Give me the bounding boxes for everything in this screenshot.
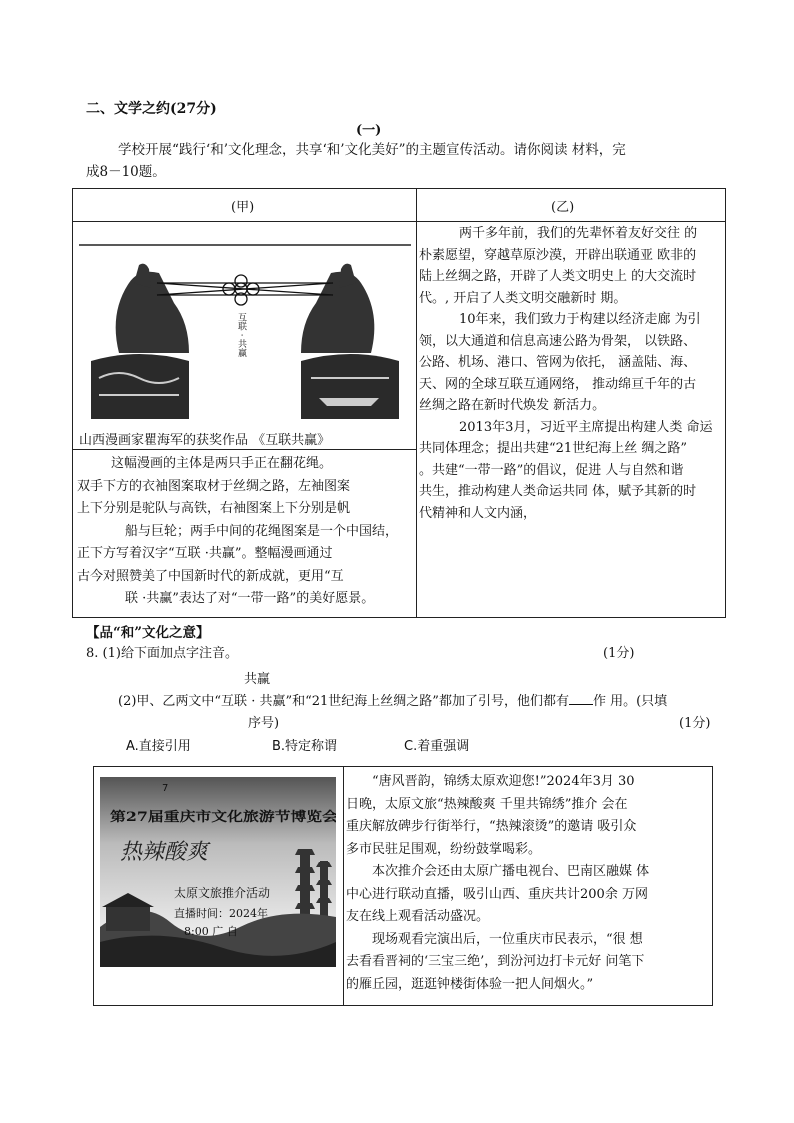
yi-line: 朴素愿望，穿越草原沙漠，开辟出联通亚 欧非的 xyxy=(419,247,697,263)
poster-image xyxy=(100,777,336,967)
poster-place: 8:00 广 自 xyxy=(184,925,238,938)
yi-line: 公路、机场、港口、管网为依托， 涵盖陆、海、 xyxy=(419,355,697,370)
yi-line: 共同体理念；提出共建“21世纪海上丝 绸之路” xyxy=(419,441,687,456)
news-line: 多市民驻足围观，纷纷鼓掌喝彩。 xyxy=(346,841,542,857)
news-line: 日晚，太原文旅“热辣酸爽 千里共锦绣”推介 会在 xyxy=(346,796,628,812)
question-8-1: 8. (1)给下面加点字注音。 xyxy=(86,646,238,661)
desc-line: 双手下方的衣袖图案取材于丝绸之路，左袖图案 xyxy=(77,478,351,494)
question-8-2-text: (2)甲、乙两文中“互联 · 共赢”和“21世纪海上丝绸之路”都加了引号，他们都有 xyxy=(118,694,569,709)
question-8-2-line2: 序号) xyxy=(248,716,280,731)
news-line: “唐风晋韵，锦绣太原欢迎您!”2024年3月 30 xyxy=(372,774,635,789)
material-yi-text xyxy=(419,223,723,524)
news-table xyxy=(93,766,713,1006)
news-text xyxy=(346,771,712,996)
cartoon-caption: 山西漫画家瞿海军的获奖作品 《互联共赢》 xyxy=(79,433,331,448)
yi-line: 。共建“一带一路”的倡议，促进 人与自然和谐 xyxy=(419,462,684,478)
table-divider xyxy=(343,767,344,1005)
material-table xyxy=(72,188,726,618)
news-line: 去看看晋祠的‘三宝三绝’，到汾河边打卡元好 问笔下 xyxy=(346,954,645,969)
intro-line-1: 学校开展“践行‘和’文化理念，共享‘和’文化美好”的主题宣传活动。请你阅读 材料，完 xyxy=(118,142,626,158)
cartoon-image xyxy=(79,243,411,419)
news-line: 重庆解放碑步行街举行，“热辣滚烫”的邀请 吸引众 xyxy=(346,819,637,834)
yi-line: 陆上丝绸之路，开辟了人类文明史上 的大交流时 xyxy=(419,269,697,284)
desc-line: 上下分别是驼队与高铁，右袖图案上下分别是帆 xyxy=(77,501,351,516)
poster-banner: 第27届重庆市文化旅游节博览会 xyxy=(110,810,298,825)
yi-line: 2013年3月，习近平主席提出构建人类 命运 xyxy=(459,419,713,435)
column-header-jia: (甲) xyxy=(231,200,255,215)
yi-line: 领，以大通道和信息高速公路为骨架， 以铁路、 xyxy=(419,333,697,349)
cartoon-description xyxy=(77,453,413,611)
option-c[interactable]: C.着重强调 xyxy=(404,739,470,754)
news-line: 中心进行联动直播，吸引山西、重庆共计200余 万网 xyxy=(346,886,648,902)
yi-line: 共生，推动构建人类命运共同 体，赋予其新的时 xyxy=(419,484,697,499)
table-divider xyxy=(73,221,725,222)
answer-blank[interactable] xyxy=(569,692,593,705)
desc-line: 这幅漫画的主体是两只手正在翻花绳。 xyxy=(111,456,333,471)
poster-event: 太原文旅推介活动 xyxy=(174,886,271,900)
yi-line: 10年来，我们致力于构建以经济走廊 为引 xyxy=(459,312,701,327)
desc-line: 正下方写着汉字“互联 ·共赢”。整幅漫画通过 xyxy=(77,546,333,561)
question-8-2 xyxy=(118,690,667,709)
news-line: 现场观看完演出后，一位重庆市民表示，“很 想 xyxy=(372,931,643,947)
pinyin-word: 共赢 xyxy=(244,672,271,687)
poster-time: 直播时间：2024年 xyxy=(174,907,268,920)
subsection-number: (一) xyxy=(356,123,382,138)
desc-line: 船与巨轮；两手中间的花绳图案是一个中国结， xyxy=(125,523,399,539)
table-divider xyxy=(416,189,417,617)
intro-line-2: 成8－10题。 xyxy=(86,164,166,180)
desc-line: 古今对照赞美了中国新时代的新成就，更用“互 xyxy=(77,568,344,584)
poster-number: 7 xyxy=(162,783,169,794)
question-8-2-score: (1分) xyxy=(679,716,711,731)
desc-line: 联 ·共赢”表达了对“一带一路”的美好愿景。 xyxy=(125,591,375,606)
cartoon-label: 互联 · 共赢 xyxy=(236,312,246,358)
yi-line: 丝绸之路在新时代焕发 新活力。 xyxy=(419,398,606,413)
news-line: 友在线上观看活动盛况。 xyxy=(346,909,490,924)
section-title: 二、文学之约(27分) xyxy=(86,101,217,117)
question-8-2-text-end: 作 用。(只填 xyxy=(592,694,668,709)
yi-line: 两千多年前，我们的先辈怀着友好交往 的 xyxy=(459,226,698,241)
news-line: 的雁丘园，逛逛钟楼街体验一把人间烟火。” xyxy=(346,976,594,992)
option-b[interactable]: B.特定称谓 xyxy=(272,739,338,754)
column-header-yi: (乙) xyxy=(551,200,575,215)
question-heading: 【品“和”文化之意】 xyxy=(86,625,210,641)
table-divider xyxy=(73,449,416,450)
yi-line: 代。, 开启了人类文明交融新时 期。 xyxy=(419,290,627,306)
news-line: 本次推介会还由太原广播电视台、巴南区融媒 体 xyxy=(372,864,650,879)
option-a[interactable]: A.直接引用 xyxy=(126,739,191,754)
yi-line: 天、网的全球互联互通网络， 推动绵亘千年的古 xyxy=(419,376,697,392)
poster-calligraphy: 热辣酸爽 xyxy=(120,840,209,865)
question-8-1-score: (1分) xyxy=(603,646,635,661)
yi-line: 代精神和人文内涵， xyxy=(419,505,537,521)
